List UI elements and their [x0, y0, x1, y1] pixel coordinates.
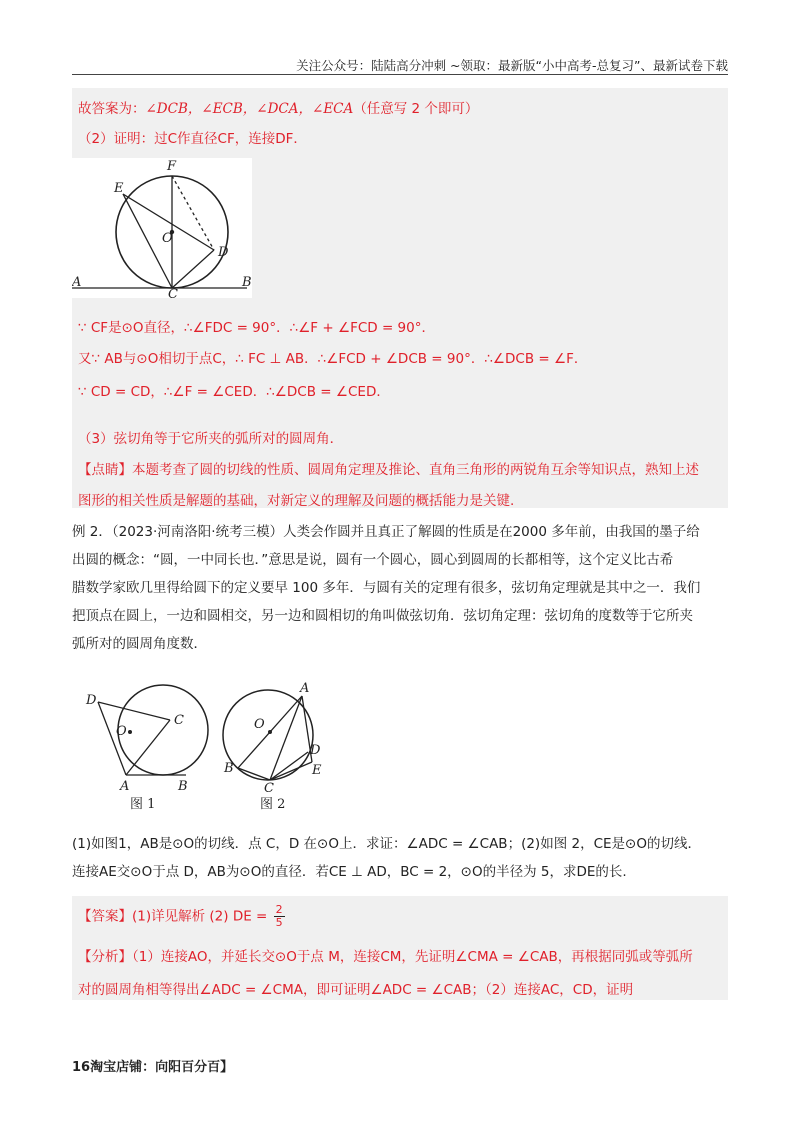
fig1-label-c: C [174, 713, 184, 728]
example2-paragraph [72, 518, 728, 658]
fraction-numerator: 2 [275, 903, 283, 916]
tangent-circle-figure [72, 158, 272, 298]
figure-background [72, 158, 252, 298]
fig1-segment-ca [126, 720, 170, 775]
example2-line-5: 弧所对的圆周角度数． [72, 636, 207, 652]
fig2-segment-ac [270, 696, 302, 780]
fig2-label-a: A [300, 681, 310, 696]
label-c: C [168, 287, 178, 298]
fig1-circle [118, 685, 208, 775]
page-footer [72, 1056, 233, 1075]
example2-line-4: 把顶点在圆上，一边和圆相交，另一边和圆相切的角叫做弦切角．弦切角定理：弦切角的度数等于它所夹 [72, 608, 693, 624]
page-number: 16 [72, 1060, 91, 1075]
fig1-label-a: A [120, 779, 130, 794]
comment-tag: 【点睛】 [78, 462, 132, 478]
label-a: A [72, 275, 82, 290]
answer-line [78, 97, 478, 117]
comment-line-2: 图形的相关性质是解题的基础，对新定义的理解及问题的概括能力是关键. [78, 493, 515, 509]
fig1-label-b: B [178, 779, 188, 794]
proof-line-2: 又∵ AB与⊙O相切于点C，∴ FC ⊥ AB．∴∠FCD + ∠DCB = 90°．∴∠DCB = ∠F． [78, 351, 588, 367]
example2-line-3: 腊数学家欧几里得给圆下的定义要早 100 多年．与圆有关的定理有很多，弦切角定理就是其中之一．我们 [72, 580, 701, 596]
answer-text: (1)详见解析 (2) DE = [132, 908, 272, 925]
answer-note: （任意写 2 个即可） [353, 101, 479, 117]
question-block [72, 830, 728, 886]
answer-prefix: 故答案为： [78, 101, 146, 117]
figure-2 [223, 681, 322, 812]
part3-line: （3）弦切角等于它所夹的弧所对的圆周角． [78, 431, 344, 447]
answer-tag: 【答案】 [78, 908, 132, 925]
example2-line-1: 例 2．（2023·河南洛阳·统考三模）人类会作圆并且真正了解圆的性质是在2000 多年前，由我国的墨子给 [72, 524, 700, 540]
label-f: F [167, 159, 177, 174]
part2-line: （2）证明：过C作直径CF，连接DF． [78, 131, 307, 147]
figure-1 [85, 685, 208, 812]
analysis-line-2: 对的圆周角相等得出∠ADC = ∠CMA，即可证明∠ADC = ∠CAB；（2）连接AC，CD，证明 [78, 982, 634, 998]
answer-fraction [274, 904, 285, 929]
fig1-center [128, 730, 132, 734]
proof-line-1: ∵ CF是⊙O直径，∴∠FDC = 90°．∴∠F + ∠FCD = 90°． [78, 320, 435, 336]
label-d: D [218, 245, 229, 260]
fig2-label-e: E [312, 763, 322, 778]
proof-line-3: ∵ CD = CD，∴∠F = ∠CED．∴∠DCB = ∠CED． [78, 384, 390, 400]
fraction-denominator: 5 [275, 916, 283, 929]
label-e: E [114, 181, 124, 196]
fig2-caption: 图 2 [260, 797, 286, 812]
example2-line-2: 出圆的概念：“圆，一中同长也．”意思是说，圆有一个圆心，圆心到圆周的长都相等，这个定义比古希 [72, 552, 674, 568]
label-b: B [242, 275, 252, 290]
question-line-1: (1)如图1，AB是⊙O的切线．点 C，D 在⊙O上．求证：∠ADC = ∠CAB；(2)如图 2，CE是⊙O的切线． [72, 836, 701, 852]
fig2-center [268, 730, 272, 734]
comment-line-1 [78, 458, 699, 478]
fig2-label-o: O [254, 717, 265, 732]
analysis-line-1 [78, 945, 693, 965]
fig2-label-d: D [310, 743, 321, 758]
answer-line [78, 904, 287, 929]
answer-angles: ∠DCB，∠ECB，∠DCA，∠ECA [145, 101, 354, 117]
fig1-segment-dc [98, 702, 170, 720]
fig2-label-c: C [264, 781, 274, 796]
figure-pair [78, 680, 358, 815]
fig2-label-b: B [224, 761, 234, 776]
analysis-text-1: （1）连接AO，并延长交⊙O于点 M，连接CM，先证明∠CMA = ∠CAB，再根据同弧或等弧所 [132, 949, 693, 965]
header-divider [72, 74, 728, 75]
fig1-label-d: D [86, 693, 97, 708]
question-line-2: 连接AE交⊙O于点 D，AB为⊙O的直径．若CE ⊥ AD，BC = 2，⊙O的半径为 5，求DE的长. [72, 864, 627, 880]
shop-name: 淘宝店铺：向阳百分百】 [90, 1060, 234, 1075]
analysis-tag: 【分析】 [78, 949, 132, 965]
comment-text-1: 本题考查了圆的切线的性质、圆周角定理及推论、直角三角形的两锐角互余等知识点，熟知上述 [132, 462, 699, 478]
page-header: 关注公众号：陆陆高分冲刺 ~领取：最新版“小中高考-总复习”、最新试卷下载 [296, 58, 728, 73]
fig1-caption: 图 1 [130, 797, 156, 812]
label-o: O [162, 231, 173, 246]
fig1-label-o: O [116, 724, 127, 739]
